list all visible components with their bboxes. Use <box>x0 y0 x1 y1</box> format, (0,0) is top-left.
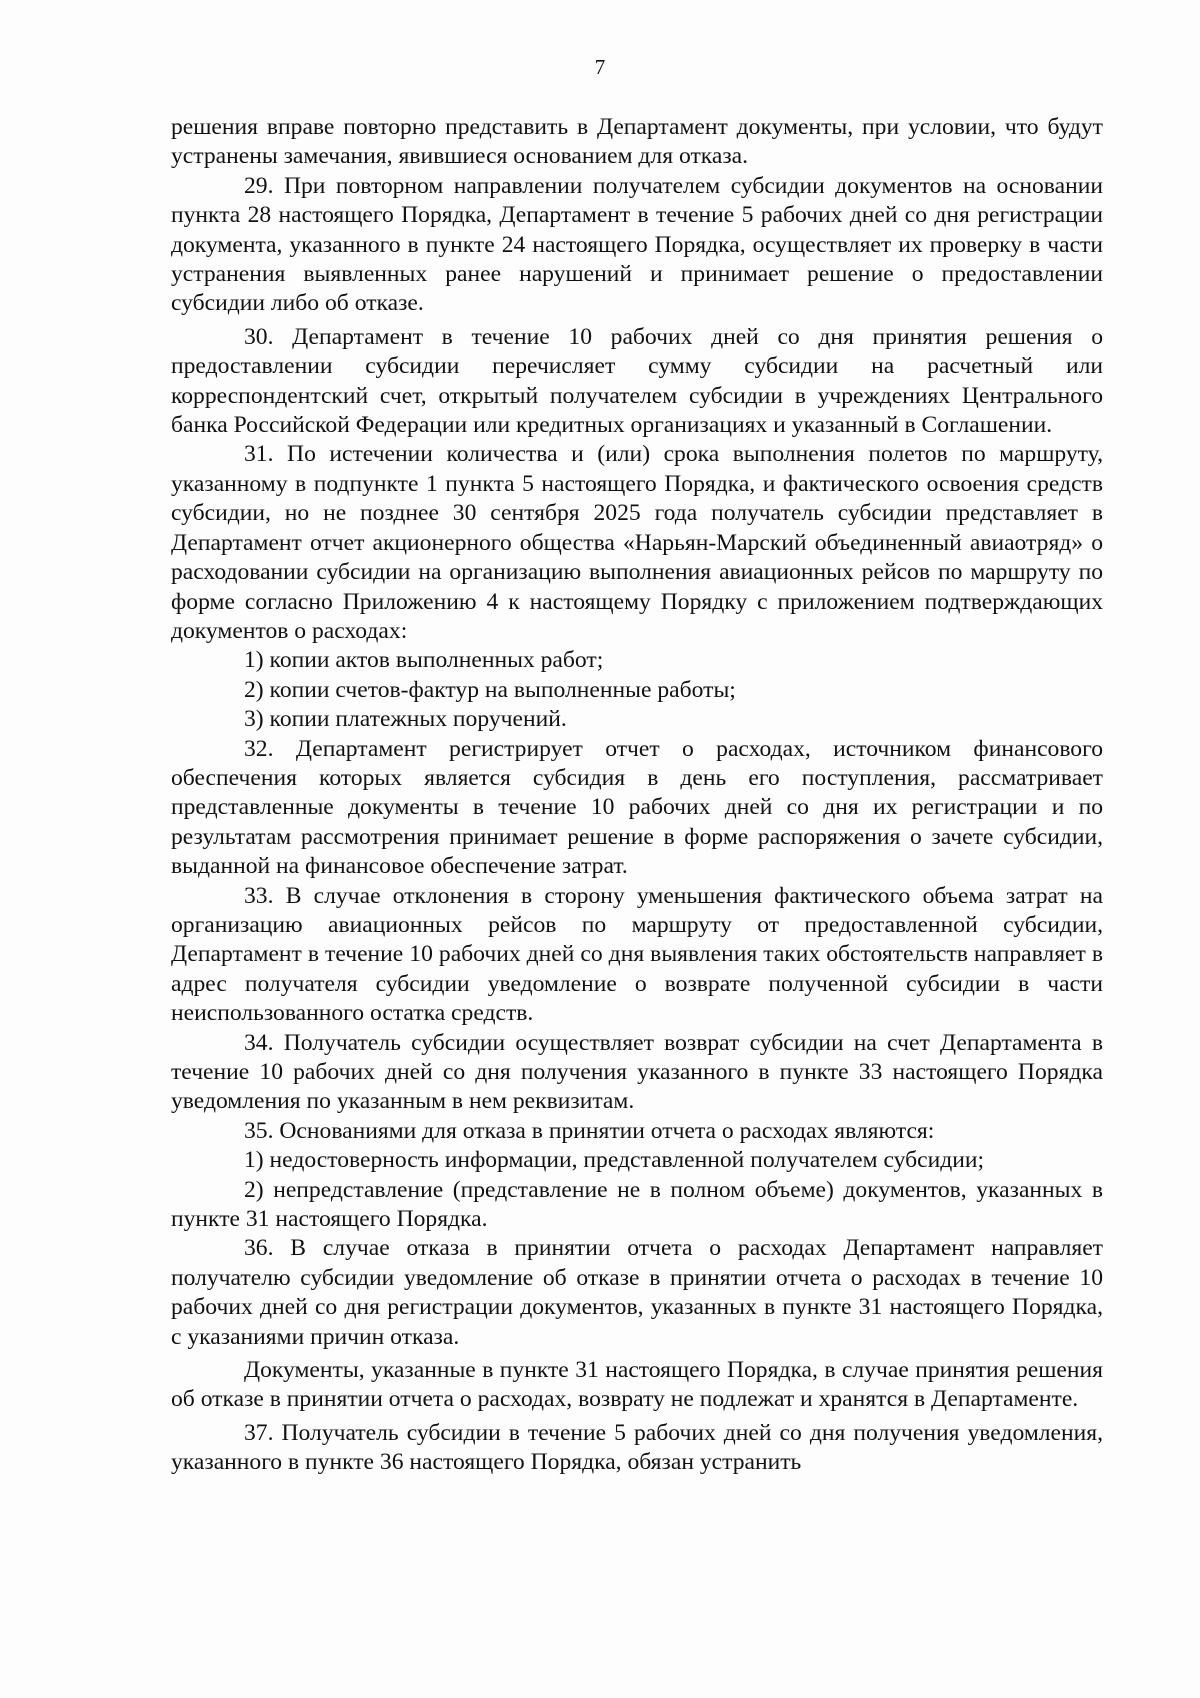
paragraph-35: 35. Основаниями для отказа в принятии отчета о расходах являются: <box>244 1117 935 1144</box>
list-item-31-1: 1) копии актов выполненных работ; <box>244 647 604 674</box>
paragraph-36-documents: Документы, указанные в пункте 31 настоящего Порядка, в случае принятия решения об отказе в принятии отчета о расходах, возврату не подлежат и хранятся в Департаменте. <box>171 1357 1103 1413</box>
page-number: 7 <box>594 55 606 79</box>
paragraph-33: 33. В случае отклонения в сторону уменьшения фактического объема затрат на организацию авиационных рейсов по маршруту от предоставленной субсидии, Департамент в течение 10 рабочих дней со дня выявления таких обстоятельств направляет в адрес получателя субсидии уведомление о возврате полученной субсидии в части неиспользованного остатка средств. <box>171 882 1103 1027</box>
paragraph-29: 29. При повторном направлении получателем субсидии документов на основании пункта 28 настоящего Порядка, Департамент в течение 5 рабочих дней со дня регистрации документа, указанного в пункте 24 настоящего Порядка, осуществляет их проверку в части устранения выявленных ранее нарушений и принимает решение о предоставлении субсидии либо об отказе. <box>171 172 1103 317</box>
paragraph-34: 34. Получатель субсидии осуществляет возврат субсидии на счет Департамента в течение 10 рабочих дней со дня получения указанного в пункте 33 настоящего Порядка уведомления по указанным в нем реквизитам. <box>171 1029 1103 1115</box>
paragraph-36: 36. В случае отказа в принятии отчета о расходах Департамент направляет получателю субсидии уведомление об отказе в принятии отчета о расходах в течение 10 рабочих дней со дня регистрации документов, указанных в пункте 31 настоящего Порядка, с указаниями причин отказа. <box>171 1235 1103 1350</box>
paragraph-37: 37. Получатель субсидии в течение 5 рабочих дней со дня получения уведомления, указанного в пункте 36 настоящего Порядка, обязан устранить <box>171 1419 1103 1476</box>
paragraph-continuation: решения вправе повторно представить в Департамент документы, при условии, что будут устранены замечания, явившиеся основанием для отказа. <box>171 114 1103 170</box>
paragraph-31: 31. По истечении количества и (или) срока выполнения полетов по маршруту, указанному в подпункте 1 пункта 5 настоящего Порядка, и фактического освоения средств субсидии, но не позднее 30 сентября 2025 года получатель субсидии представляет в Департамент отчет акционерного общества «Нарьян-Марский объединенный авиаотряд» о расходовании субсидии на организацию выполнения авиационных рейсов по маршруту по форме согласно Приложению 4 к настоящему Порядку с приложением подтверждающих документов о расходах: <box>171 441 1103 644</box>
list-item-31-2: 2) копии счетов-фактур на выполненные работы; <box>244 676 736 703</box>
paragraph-30: 30. Департамент в течение 10 рабочих дней со дня принятия решения о предоставлении субсидии перечисляет сумму субсидии на расчетный или корреспондентский счет, открытый получателем субсидии в учреждениях Центрального банка Российской Федерации или кредитных организациях и указанный в Соглашении. <box>171 323 1103 439</box>
document-body <box>171 113 1103 1478</box>
list-item-35-2: 2) непредставление (представление не в полном объеме) документов, указанных в пункте 31 настоящего Порядка. <box>171 1176 1103 1233</box>
list-item-31-3: 3) копии платежных поручений. <box>244 706 567 733</box>
paragraph-32: 32. Департамент регистрирует отчет о расходах, источником финансового обеспечения которых является субсидия в день его поступления, рассматривает представленные документы в течение 10 рабочих дней со дня их регистрации и по результатам рассмотрения принимает решение в форме распоряжения о зачете субсидии, выданной на финансовое обеспечение затрат. <box>171 735 1103 880</box>
list-item-35-1: 1) недостоверность информации, представленной получателем субсидии; <box>244 1147 985 1174</box>
